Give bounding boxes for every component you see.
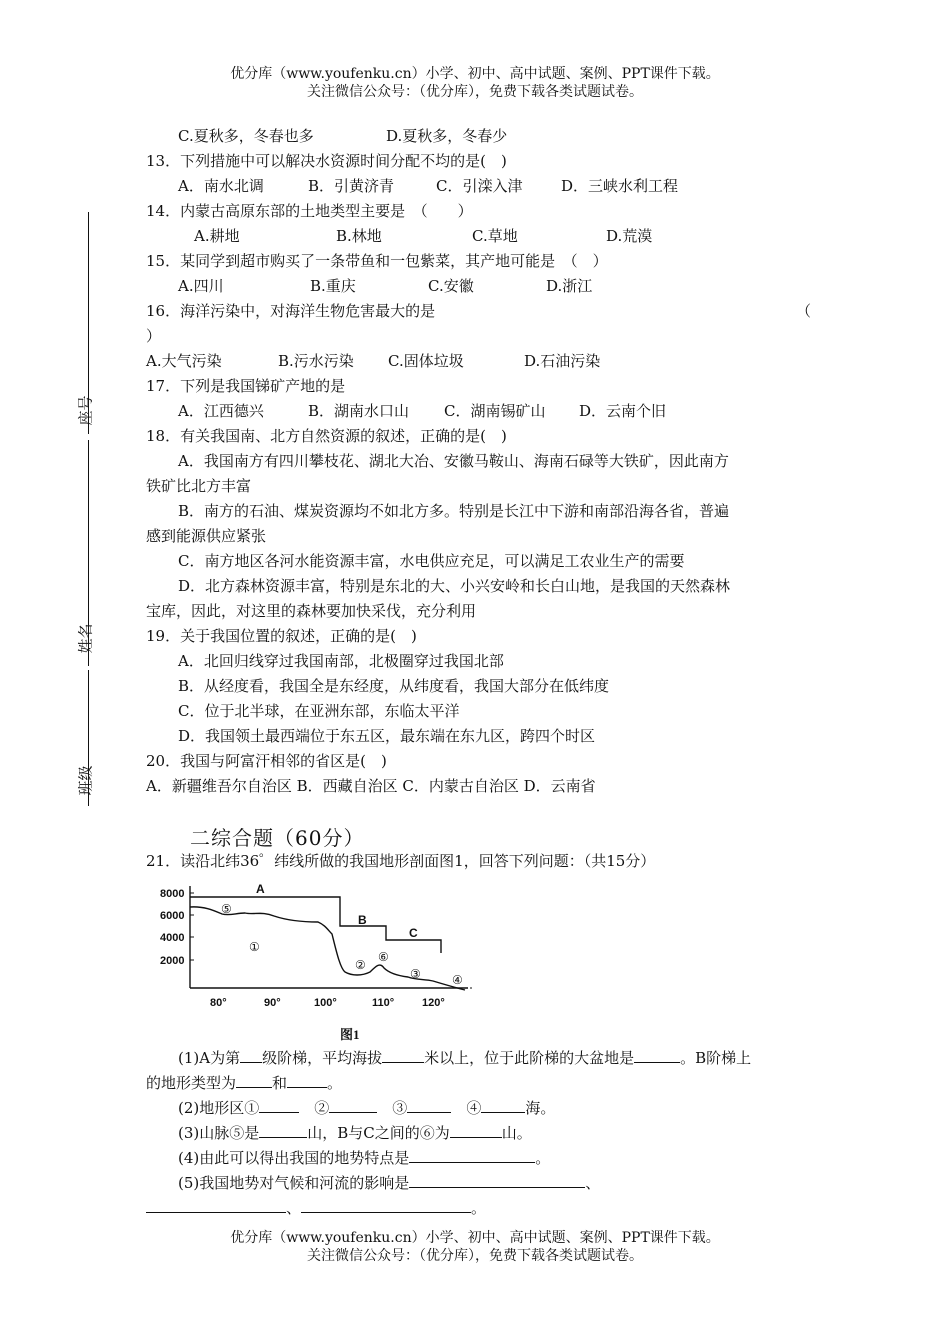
q16-paren-close: ） — [146, 327, 162, 345]
q16-option-b: B.污水污染 — [278, 352, 354, 370]
y-tick-8000: 8000 — [160, 888, 185, 900]
page-header-line2: 关注微信公众号：（优分库），免费下载各类试题试卷。 — [307, 84, 643, 100]
answer-blank[interactable] — [409, 1148, 535, 1163]
marker-1: ① — [249, 940, 260, 954]
q21-p5-text-a: (5)我国地势对气候和河流的影响是 — [178, 1174, 410, 1192]
q13-option-d: D．三峡水利工程 — [561, 177, 679, 195]
q19-option-d: D．我国领土最西端位于东五区，最东端在东九区，跨四个时区 — [178, 727, 596, 745]
q16-stem: 16．海洋污染中，对海洋生物危害最大的是 — [146, 302, 436, 320]
q21-p1-text-a: (1)A为第 — [178, 1049, 241, 1067]
marker-4: ④ — [452, 973, 463, 987]
q21-p2-text-c: ③ — [392, 1099, 408, 1117]
q21-part1-line2 — [146, 1073, 342, 1093]
q18-option-a-line1: A．我国南方有四川攀枝花、湖北大冶、安徽马鞍山、海南石碌等大铁矿，因此南方 — [178, 452, 729, 470]
seat-label: 座号 — [76, 395, 95, 426]
q16-option-d: D.石油污染 — [524, 352, 601, 370]
q21-p1-text-d: 。B阶梯上 — [680, 1049, 752, 1067]
marker-2: ② — [355, 958, 366, 972]
marker-6: ⑥ — [378, 950, 389, 964]
q16-option-c: C.固体垃圾 — [388, 352, 464, 370]
q18-option-d-line2: 宝库，因此，对这里的森林要加快采伐，充分利用 — [146, 602, 477, 620]
q21-p1-text-f: 和 — [272, 1074, 288, 1092]
q13-option-c: C．引滦入津 — [436, 177, 523, 195]
q18-option-d-line1: D．北方森林资源丰富，特别是东北的大、小兴安岭和长白山地，是我国的天然森林 — [178, 577, 731, 595]
q21-p1-text-e: 的地形类型为 — [146, 1074, 237, 1092]
x-tick-100: 100° — [314, 997, 337, 1009]
q14-option-c: C.草地 — [472, 227, 518, 245]
q17-option-d: D．云南个旧 — [579, 402, 667, 420]
q15-option-d: D.浙江 — [546, 277, 593, 295]
terrain-profile-figure — [150, 880, 480, 1016]
answer-blank[interactable] — [450, 1123, 502, 1138]
figure-caption: 图1 — [340, 1027, 360, 1042]
q21-p2-text-b: ② — [314, 1099, 330, 1117]
q14-option-d: D.荒漠 — [606, 227, 653, 245]
page-footer-line2: 关注微信公众号：（优分库），免费下载各类试题试卷。 — [307, 1248, 643, 1264]
q21-p1-text-b: 级阶梯，平均海拔 — [262, 1049, 383, 1067]
q21-part5-line1 — [178, 1173, 600, 1193]
q21-p4-text-b: 。 — [535, 1149, 551, 1167]
q14-stem: 14．内蒙古高原东部的土地类型主要是 （ ） — [146, 202, 473, 220]
q19-option-a: A．北回归线穿过我国南部，北极圈穿过我国北部 — [178, 652, 504, 670]
q15-option-c: C.安徽 — [428, 277, 474, 295]
q17-option-a: A．江西德兴 — [178, 402, 264, 420]
marker-3: ③ — [410, 967, 421, 981]
y-tick-2000: 2000 — [160, 955, 185, 967]
step-a-label: A — [256, 882, 265, 896]
q21-part2 — [178, 1098, 555, 1118]
q15-stem: 15．某同学到超市购买了一条带鱼和一包紫菜，其产地可能是 （ ） — [146, 252, 608, 270]
q17-option-b: B．湖南水口山 — [308, 402, 410, 420]
terrain-line — [190, 907, 465, 990]
answer-blank[interactable] — [236, 1073, 272, 1088]
x-tick-110: 110° — [372, 997, 395, 1009]
x-tick-120: 120° — [422, 997, 445, 1009]
q16-option-a: A.大气污染 — [146, 352, 222, 370]
q21-p1-text-c: 米以上，位于此阶梯的大盆地是 — [424, 1049, 635, 1067]
q15-option-a: A.四川 — [178, 277, 224, 295]
q21-part4 — [178, 1148, 550, 1168]
q20-options: A．新疆维吾尔自治区 B．西藏自治区 C．内蒙古自治区 D．云南省 — [146, 777, 596, 795]
answer-blank[interactable] — [146, 1198, 286, 1213]
answer-blank[interactable] — [259, 1123, 307, 1138]
q15-option-b: B.重庆 — [310, 277, 356, 295]
x-tick-80: 80° — [210, 997, 227, 1009]
q21-p2-text-e: 海。 — [525, 1099, 556, 1117]
answer-blank[interactable] — [329, 1098, 377, 1113]
q21-p5-text-b: 、 — [585, 1174, 601, 1192]
section-title: 二综合题（60分） — [190, 826, 365, 850]
q12-option-c: C.夏秋多，冬春也多 — [178, 127, 314, 145]
q14-option-a: A.耕地 — [194, 227, 240, 245]
answer-blank[interactable] — [634, 1048, 680, 1063]
q21-p1-text-g: 。 — [327, 1074, 343, 1092]
marker-5: ⑤ — [221, 902, 232, 916]
q21-part3 — [178, 1123, 532, 1143]
y-tick-4000: 4000 — [160, 932, 185, 944]
x-tick-90: 90° — [264, 997, 281, 1009]
step-c-label: C — [409, 926, 418, 940]
q18-stem: 18．有关我国南、北方自然资源的叙述，正确的是( ) — [146, 427, 507, 445]
answer-blank[interactable] — [287, 1073, 327, 1088]
q21-part5-line2 — [146, 1198, 486, 1218]
q20-stem: 20．我国与阿富汗相邻的省区是( ) — [146, 752, 387, 770]
name-label: 姓名 — [76, 623, 95, 654]
answer-blank[interactable] — [301, 1198, 471, 1213]
class-label: 班级 — [76, 765, 95, 796]
q21-p5-text-c: 、 — [286, 1199, 302, 1217]
q21-p4-text-a: (4)由此可以得出我国的地势特点是 — [178, 1149, 410, 1167]
q17-stem: 17．下列是我国锑矿产地的是 — [146, 377, 346, 395]
q18-option-c: C．南方地区各河水能资源丰富，水电供应充足，可以满足工农业生产的需要 — [178, 552, 685, 570]
q21-p2-text-a: (2)地形区① — [178, 1099, 260, 1117]
q17-option-c: C．湖南锡矿山 — [444, 402, 546, 420]
q18-option-b-line1: B．南方的石油、煤炭资源均不如北方多。特别是长江中下游和南部沿海各省，普遍 — [178, 502, 730, 520]
q18-option-b-line2: 感到能源供应紧张 — [146, 527, 267, 545]
page-header-line1: 优分库（www.youfenku.cn）小学、初中、高中试题、案例、PPT课件下载。 — [230, 66, 720, 82]
page-footer-line1: 优分库（www.youfenku.cn）小学、初中、高中试题、案例、PPT课件下载。 — [230, 1230, 720, 1246]
q18-option-a-line2: 铁矿比北方丰富 — [146, 477, 252, 495]
q19-option-c: C．位于北半球，在亚洲东部，东临太平洋 — [178, 702, 460, 720]
q12-option-d: D.夏秋多，冬春少 — [386, 127, 508, 145]
q16-paren-open: （ — [796, 302, 812, 320]
q21-p3-text-b: 山，B与C之间的⑥为 — [307, 1124, 450, 1142]
q21-stem: 21．读沿北纬36゜纬线所做的我国地形剖面图1，回答下列问题：（共15分） — [146, 852, 656, 870]
step-b-label: B — [358, 913, 367, 927]
y-tick-6000: 6000 — [160, 910, 185, 922]
q19-option-b: B．从经度看，我国全是东经度，从纬度看，我国大部分在低纬度 — [178, 677, 610, 695]
q21-p3-text-c: 山。 — [501, 1124, 532, 1142]
answer-blank[interactable] — [259, 1098, 299, 1113]
answer-blank[interactable] — [382, 1048, 424, 1063]
q21-p5-text-d: 。 — [471, 1199, 487, 1217]
q21-p3-text-a: (3)山脉⑤是 — [178, 1124, 260, 1142]
answer-blank[interactable] — [240, 1048, 262, 1063]
q21-p2-text-d: ④ — [466, 1099, 482, 1117]
answer-blank[interactable] — [481, 1098, 525, 1113]
q13-option-a: A．南水北调 — [178, 177, 264, 195]
q21-part1-line1 — [178, 1048, 751, 1068]
q13-stem: 13．下列措施中可以解决水资源时间分配不均的是( ) — [146, 152, 507, 170]
q14-option-b: B.林地 — [336, 227, 382, 245]
q13-option-b: B．引黄济青 — [308, 177, 395, 195]
answer-blank[interactable] — [407, 1098, 451, 1113]
answer-blank[interactable] — [409, 1173, 585, 1188]
q19-stem: 19．关于我国位置的叙述，正确的是( ) — [146, 627, 417, 645]
